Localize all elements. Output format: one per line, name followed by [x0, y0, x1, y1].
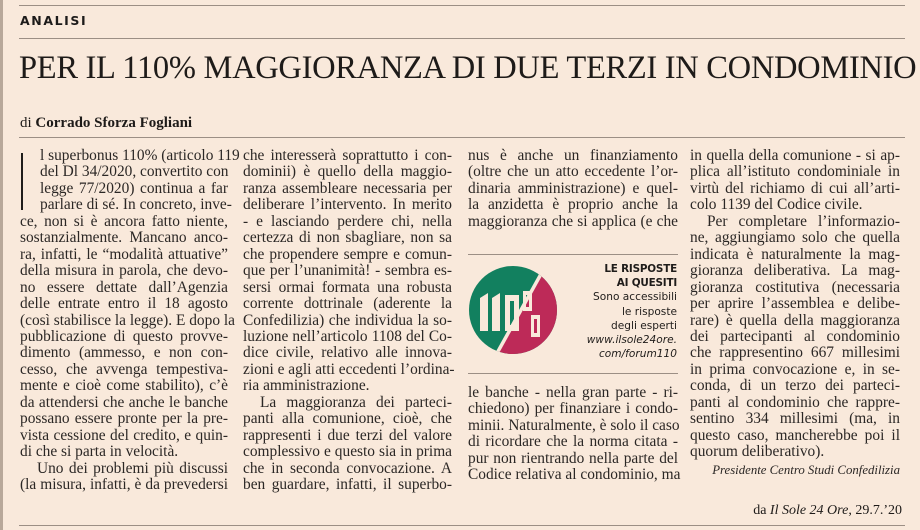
percent-110-icon — [468, 265, 558, 355]
text-line: gioranza deliberativa. La mag- — [690, 262, 900, 280]
text-line: legge 77/2020) continua a far — [40, 179, 228, 197]
text-line: maggioranza che si applica (e che — [468, 212, 678, 230]
qa-box-bottom-rule — [468, 373, 678, 374]
text-line: que per l’unanimità! - sembra es- — [243, 262, 452, 280]
qa-url-line-2[interactable]: com/forum110 — [598, 348, 677, 361]
text-line: minii. Naturalmente, è solo il caso — [468, 416, 680, 434]
text-line: cesso, che avvenga tempestiva- — [20, 360, 228, 378]
qa-box-top-rule — [468, 254, 678, 255]
text-line: gioranza costitutiva (necessaria — [690, 278, 900, 296]
text-line: della misura in parola, che devo- — [20, 262, 228, 280]
text-line: ria amministrazione. — [243, 377, 370, 395]
text-line: conda, di un terzo dei parteci- — [690, 377, 900, 395]
text-line: virtù del richiamo di cui all’arti- — [690, 179, 900, 197]
text-line: ne, aggiungiamo solo che quella — [690, 229, 900, 247]
text-line: sentino 334 millesimi (ma, in — [690, 410, 900, 428]
text-line: (oltre che un atto eccedente l’or- — [468, 163, 678, 181]
author-name: Corrado Sforza Fogliani — [35, 115, 193, 131]
source-publication: Il Sole 24 Ore — [769, 503, 849, 518]
text-line: questo caso, mancherebbe poi il — [690, 426, 900, 444]
text-line: le banche - nella gran parte - ri- — [468, 384, 678, 401]
author-signature: Presidente Centro Studi Confedilizia — [712, 463, 900, 477]
text-line: dinaria amministrazione) e quel- — [468, 179, 678, 197]
text-line: dominii) è quello della maggio- — [243, 163, 452, 181]
section-label: ANALISI — [20, 13, 88, 28]
text-line: zioni e agli atti eccedenti l’ordina- — [243, 360, 455, 378]
text-line: parlare di sé. In concreto, inve- — [40, 196, 232, 214]
text-line: plica all’istituto condominiale in — [690, 163, 900, 181]
text-line: chiedono) per finanziare i condo- — [468, 400, 678, 418]
text-line: sersi ormai formata una robusta — [243, 278, 452, 296]
text-line: da attendersi che anche le banche — [20, 393, 228, 411]
byline-rule — [19, 137, 905, 138]
text-line: complessivo e questo sia in prima — [243, 443, 452, 461]
text-line: possano essere pronte per la pre- — [20, 410, 228, 428]
source-prefix: da — [753, 503, 767, 518]
qa-body-line: Sono accessibili — [593, 291, 677, 304]
text-line: ce, non si è ancora fatto niente, — [20, 212, 228, 230]
text-line: la anzidetta è proprio anche la — [468, 196, 678, 214]
text-line: dice civile, relativo alle innova- — [243, 344, 452, 362]
text-line: (così stabilisce la legge). E dopo la — [20, 311, 235, 329]
byline-prefix: di — [20, 115, 32, 131]
text-line: per aprire l’assemblea e delibe- — [690, 295, 900, 313]
text-line: deliberare l’intervento. In merito — [243, 196, 452, 214]
text-line: l superbonus 110% (articolo 119 — [40, 147, 240, 164]
text-line: Per completare l’informazio- — [707, 212, 900, 230]
text-line: vista cessione del credito, e quin- — [20, 426, 228, 444]
text-line: in prima convocazione e, in se- — [690, 360, 900, 378]
text-line: sostanzialmente. Mancano anco- — [20, 229, 228, 247]
text-line: mente e cioè come stabilito), c’è — [20, 377, 228, 395]
qa-body-line: le risposte — [621, 305, 677, 318]
bottom-rule — [19, 525, 905, 526]
text-line: delle entrate entro il 18 agosto — [20, 295, 228, 313]
section-rule — [19, 38, 905, 39]
article-column-3-top — [468, 148, 678, 230]
text-line: quorum deliberativo). — [690, 443, 825, 461]
text-line: di che si parta in velocità. — [20, 443, 179, 461]
text-line: rare) è quella della maggioranza — [690, 311, 900, 329]
text-line: dimento (ammesso, e non con- — [20, 344, 228, 362]
text-line: del Dl 34/2020, convertito con — [40, 163, 229, 181]
page-left-border — [0, 0, 3, 530]
text-line: pubblicazione di questo provve- — [20, 327, 228, 345]
text-line: di ricordare che la norma citata - — [468, 433, 678, 451]
text-line: che in seconda convocazione. A — [243, 459, 452, 477]
text-line: indicata è naturalmente la mag- — [690, 245, 900, 263]
article-column-3-bottom — [468, 384, 681, 484]
text-line: che interesserà soprattutto i con- — [243, 147, 452, 164]
superbonus-110-badge — [468, 265, 558, 355]
source-date: , 29.7.’20 — [848, 503, 902, 518]
text-line: dei partecipanti al condominio — [690, 327, 900, 345]
text-line: Codice relativa al condominio, ma — [468, 466, 681, 484]
text-line: - e lasciando perdere chi, nella — [243, 212, 452, 230]
text-line: (la misura, infatti, è da prevedersi — [20, 476, 228, 494]
article-column-2 — [243, 147, 455, 494]
text-line: panti al condominio che rappre- — [690, 393, 900, 411]
text-line: pur non rientrando nella parte del — [468, 449, 678, 467]
text-line: ra, infatti, le “modalità attuative” — [20, 245, 228, 263]
text-line: in quella della comunione - si ap- — [690, 147, 900, 164]
text-line: che propendere sempre e comun- — [243, 245, 452, 263]
text-line: certezza di non sbagliare, non sa — [243, 229, 452, 247]
text-line: colo 1139 del Codice civile. — [690, 196, 863, 214]
qa-title-line-1: LE RISPOSTE — [604, 263, 677, 275]
qa-forum-link[interactable] — [560, 333, 677, 361]
text-line: luzione nell’articolo 1108 del Co- — [243, 327, 452, 345]
headline: PER IL 110% MAGGIORANZA DI DUE TERZI IN CONDOMINIO — [19, 50, 917, 86]
text-line: Uno dei problemi più discussi — [37, 459, 228, 477]
qa-title-line-2: AI QUESITI — [616, 277, 677, 290]
text-line: ben guardare, infatti, il superbo- — [243, 476, 452, 494]
text-line: rappresenti i due terzi del valore — [243, 426, 452, 444]
text-line: panti alla comunione, cioè, che — [243, 410, 452, 428]
article-column-1 — [20, 147, 240, 494]
text-line: che rappresentino 667 millesimi — [690, 344, 900, 362]
qa-url-line-1[interactable]: www.ilsole24ore. — [586, 334, 677, 347]
source-credit — [753, 503, 902, 519]
top-rule — [19, 5, 905, 6]
byline — [20, 115, 192, 132]
text-line: no essere dettate dall’Agenzia — [20, 278, 228, 296]
text-line: Confedilizia) che individua la so- — [243, 311, 452, 329]
qa-box-text — [560, 262, 677, 361]
article-column-4 — [690, 148, 900, 461]
qa-body-line: degli esperti — [611, 319, 677, 332]
text-line: ranza assembleare necessaria per — [243, 179, 452, 197]
text-line: corrente dottrinale (aderente la — [243, 295, 452, 313]
text-line: La maggioranza dei parteci- — [260, 393, 452, 411]
text-line: nus è anche un finanziamento — [468, 147, 678, 164]
